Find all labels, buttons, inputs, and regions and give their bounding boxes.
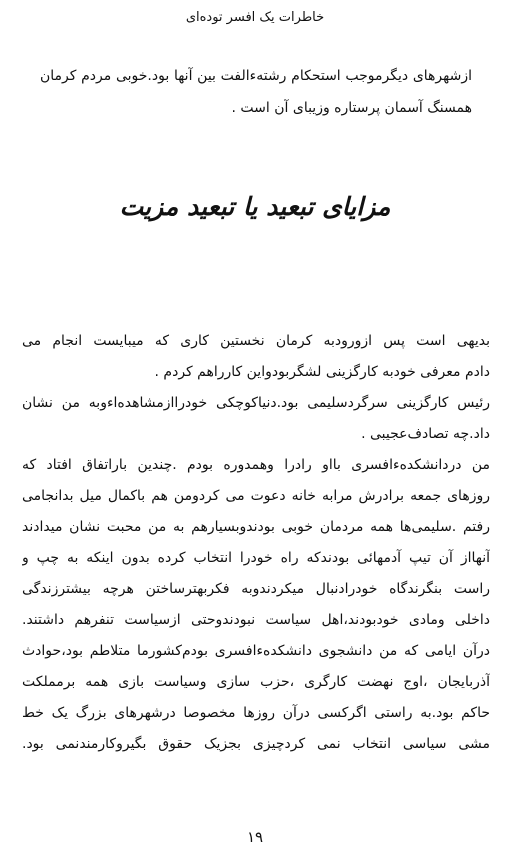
text-line: رفتم .سلیمی‌ها همه مردمان خوبی بودندوبسیارهم به من محبت نشان میدادند (22, 519, 490, 535)
text-line: من دردانشکده‌ءافسری بااو رادرا وهمدوره بودم .چندین باراتفاق افتاد که (22, 457, 490, 473)
running-header: خاطرات یک افسر توده‌ای (185, 10, 325, 25)
text-line: داخلی ومادی خودبودند،اهل سیاست نبودندوحتی ازسیاست تنفرهم داشتند. (22, 612, 490, 628)
section-title: مزایای تبعید یا تبعید مزیت (119, 192, 391, 221)
text-line: آنهااز آن تیپ آدمهائی بودندکه راه خودرا انتخاب کرده بدون اینکه به چپ و (22, 550, 490, 566)
intro-paragraph: ازشهرهای دیگرموجب استحکام رشته‌ءالفت بین آنها بود.خوبی مردم کرمان همسنگ آسمان پرستاره وزیبای آن است . (40, 68, 472, 116)
text-line: حاکم بود.به راستی اگرکسی درآن روزها مخصوصا درشهرهای بزرگ یک خط (22, 705, 490, 721)
body-paragraphs (22, 326, 490, 760)
text-line: رئیس کارگزینی سرگردسلیمی بود.دنیاکوچکی خودراازمشاهده‌اءوبه من نشان (22, 395, 490, 411)
text-line: راست بنگرندگاه خودرادنبال میکردندوبه فکربهترساختن هرچه بیشترزندگی (22, 581, 490, 597)
text-line: دادم معرفی خودبه کارگزینی لشگربودواین کارراهم کردم . (154, 364, 490, 380)
text-line: آذربایجان ،اوج نهضت کارگری ،حزب سازی وسیاست بازی همه برمملکت (22, 674, 490, 690)
text-line: بدیهی است پس ازورودبه کرمان نخستین کاری که میبایست انجام می (22, 333, 490, 349)
text-line: مشی سیاسی انتخاب نمی کردچیزی بجزیک حقوق بگیروکارمندنمی بود. (22, 736, 490, 752)
text-line: روزهای جمعه برادرش مرابه خانه دعوت می کردومن هم باکمال میل بدانجامی (22, 488, 490, 504)
text-line: درآن ایامی که من دانشجوی دانشکده‌ءافسری بودم‌کشورما متلاطم بود،حوادث (22, 643, 490, 659)
text-line: داد.چه تصادف‌عجیبی . (361, 426, 490, 442)
page-number: ۱۹ (246, 828, 264, 846)
